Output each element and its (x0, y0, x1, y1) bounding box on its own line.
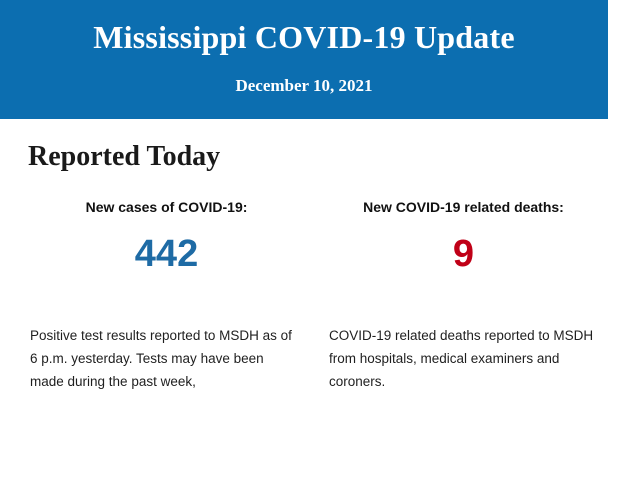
stat-value-new-deaths: 9 (452, 233, 475, 275)
description-new-deaths: COVID-19 related deaths reported to MSDH from hospitals, medical examiners and coroners. (329, 328, 594, 390)
report-date: December 10, 2021 (235, 76, 373, 96)
description-new-cases: Positive test results reported to MSDH as of 6 p.m. yesterday. Tests may have been made during the past week, (30, 328, 292, 390)
stat-label-new-deaths: New COVID-19 related deaths: (363, 199, 564, 215)
stat-new-cases (18, 199, 313, 276)
stat-new-deaths (313, 199, 608, 276)
stat-label-new-cases: New cases of COVID-19: (85, 199, 248, 215)
stat-value-new-cases: 442 (134, 233, 199, 275)
header-band (0, 0, 608, 119)
page-title: Mississippi COVID-19 Update (93, 19, 515, 55)
section-title: Reported Today (28, 141, 221, 172)
stats-row (0, 199, 620, 276)
descriptions-row (0, 324, 620, 394)
